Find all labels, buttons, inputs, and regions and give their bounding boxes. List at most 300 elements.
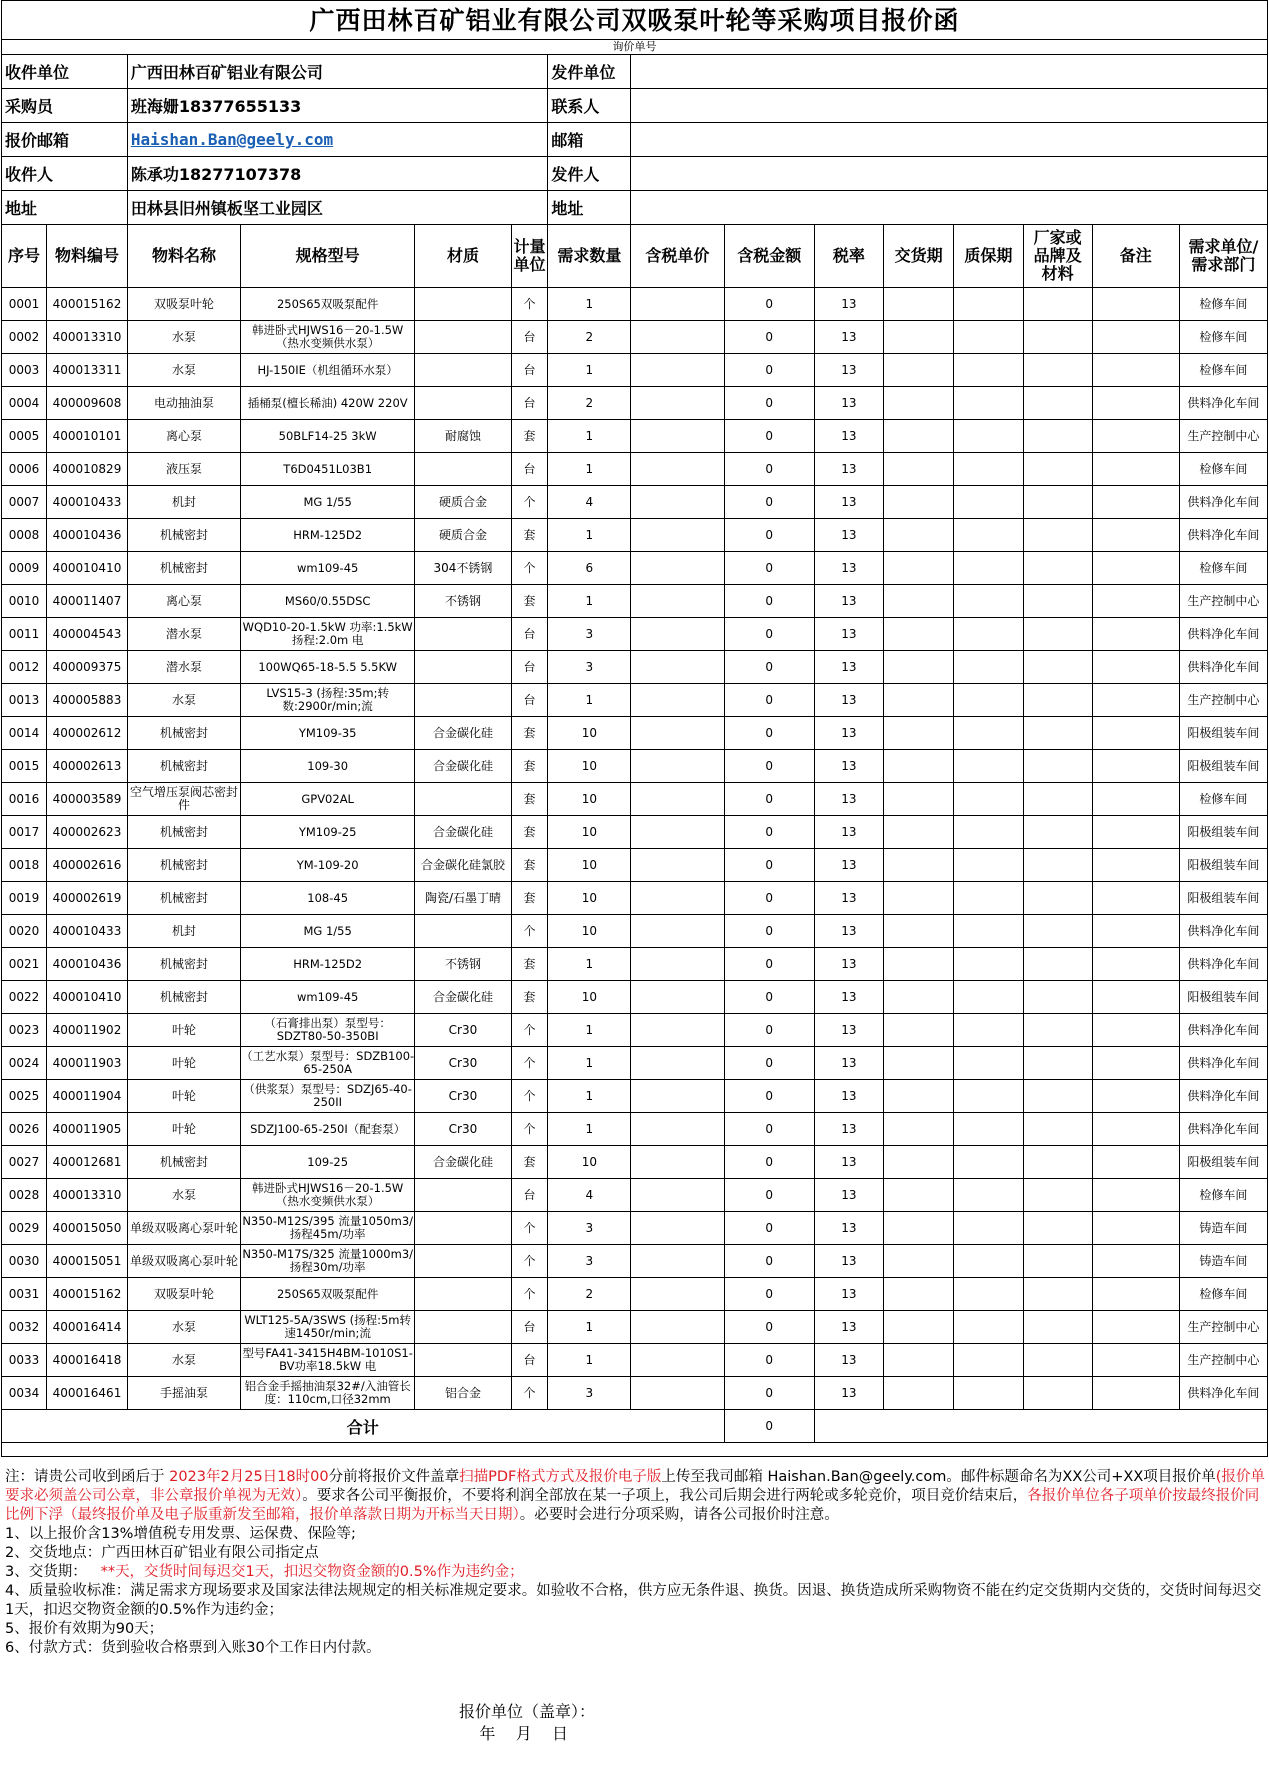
- table-cell[interactable]: [884, 1014, 954, 1047]
- table-cell[interactable]: [884, 651, 954, 684]
- table-cell[interactable]: [954, 354, 1023, 387]
- table-cell: 叶轮: [127, 1080, 240, 1113]
- table-cell: 10: [548, 1146, 631, 1179]
- notes-main: 注：请贵公司收到函后于 2023年2月25日18时00分前将报价文件盖章扫描PDF格式方式及报价电子版上传至我司邮箱 Haishan.Ban@geely.com。邮件标题命名为XX公司+XX项目报价单(报价单要求必须盖公司公章，非公章报价单视为无效）。要求各公司平衡报价，不要将利润全部放在某一子项上，我公司后期会进行两轮或多轮竞价，项目竞价结束后，各报价单位各子项单价按最终报价同比例下浮（最终报价单及电子版重新发至邮箱，报价单落款日期为开标当天日期）。必要时会进行分项采购，请各公司报价时注意。: [5, 1469, 1265, 1523]
- table-cell[interactable]: [1023, 1245, 1092, 1278]
- table-cell[interactable]: [631, 1311, 724, 1344]
- table-cell: 0024: [2, 1047, 47, 1080]
- table-cell[interactable]: [1023, 552, 1092, 585]
- page-title: 广西田林百矿铝业有限公司双吸泵叶轮等采购项目报价函: [1, 0, 1268, 39]
- table-cell[interactable]: [1023, 783, 1092, 816]
- table-cell[interactable]: [954, 1245, 1023, 1278]
- table-cell[interactable]: [884, 915, 954, 948]
- table-cell: 韩进卧式HJWS16－20-1.5W（热水变频供水泵）: [241, 321, 415, 354]
- table-cell: YM109-35: [241, 717, 415, 750]
- note-5: 5、报价有效期为90天；: [5, 1621, 164, 1637]
- table-cell: Cr30: [415, 1047, 511, 1080]
- table-cell: 供料净化车间: [1179, 915, 1267, 948]
- table-cell[interactable]: [631, 1014, 724, 1047]
- table-cell[interactable]: [954, 1278, 1023, 1311]
- column-header: 含税单价: [631, 225, 724, 288]
- table-cell: 13: [814, 882, 883, 915]
- table-cell: 0021: [2, 948, 47, 981]
- quotation-sheet: [1, 0, 1268, 1743]
- table-cell[interactable]: [1023, 1278, 1092, 1311]
- table-cell: 离心泵: [127, 420, 240, 453]
- table-cell[interactable]: [631, 486, 724, 519]
- table-cell[interactable]: [1023, 651, 1092, 684]
- table-cell: 10: [548, 783, 631, 816]
- info-input[interactable]: [631, 55, 1268, 89]
- table-cell[interactable]: [1092, 1278, 1179, 1311]
- table-cell[interactable]: [631, 915, 724, 948]
- table-cell[interactable]: [1023, 618, 1092, 651]
- table-cell[interactable]: [954, 420, 1023, 453]
- table-cell[interactable]: [1023, 1014, 1092, 1047]
- table-row: [2, 816, 1268, 849]
- table-row: [2, 1080, 1268, 1113]
- table-cell: 0031: [2, 1278, 47, 1311]
- table-cell[interactable]: [1023, 321, 1092, 354]
- table-cell: HJ-150IE（机组循环水泵）: [241, 354, 415, 387]
- table-cell[interactable]: [1092, 321, 1179, 354]
- table-cell[interactable]: [884, 420, 954, 453]
- table-cell: 0: [724, 486, 814, 519]
- table-cell: 套: [511, 420, 548, 453]
- table-cell[interactable]: [631, 783, 724, 816]
- blank-row: [2, 1443, 1268, 1457]
- table-cell[interactable]: [954, 849, 1023, 882]
- table-cell[interactable]: [631, 354, 724, 387]
- table-cell: 型号FA41-3415H4BM-1010S1-BV功率18.5kW 电: [241, 1344, 415, 1377]
- quotation-table: [1, 39, 1268, 1457]
- table-cell: 400010436: [47, 519, 128, 552]
- table-cell[interactable]: [1092, 1245, 1179, 1278]
- table-cell: 400010433: [47, 486, 128, 519]
- table-cell: 台: [511, 1179, 548, 1212]
- info-input[interactable]: [631, 157, 1268, 191]
- table-cell[interactable]: [631, 1245, 724, 1278]
- table-cell[interactable]: [1092, 1377, 1179, 1410]
- table-cell: 台: [511, 618, 548, 651]
- table-cell[interactable]: [631, 1179, 724, 1212]
- note-4: 4、质量验收标准：满足需求方现场要求及国家法律法规规定的相关标准规定要求。如验收不合格，供方应无条件退、换货。因退、换货造成所采购物资不能在约定交货期内交货的，交货时间每迟交1天，扣迟交物资金额的0.5%作为违约金；: [5, 1583, 1262, 1618]
- table-cell[interactable]: [1023, 717, 1092, 750]
- table-cell[interactable]: [1023, 1212, 1092, 1245]
- table-cell[interactable]: [954, 519, 1023, 552]
- table-cell[interactable]: [1023, 1113, 1092, 1146]
- table-cell[interactable]: [954, 1344, 1023, 1377]
- table-cell[interactable]: [1092, 882, 1179, 915]
- table-cell: 机械密封: [127, 750, 240, 783]
- table-cell[interactable]: [884, 1344, 954, 1377]
- table-cell: 双吸泵叶轮: [127, 1278, 240, 1311]
- table-cell[interactable]: [954, 453, 1023, 486]
- table-cell[interactable]: [631, 387, 724, 420]
- table-cell[interactable]: [884, 1377, 954, 1410]
- info-label: 采购员: [2, 89, 128, 123]
- table-cell: 个: [511, 552, 548, 585]
- table-cell[interactable]: [1023, 585, 1092, 618]
- table-cell[interactable]: [631, 1080, 724, 1113]
- table-cell: 0: [724, 981, 814, 1014]
- info-input[interactable]: [631, 191, 1268, 225]
- table-cell: 硬质合金: [415, 486, 511, 519]
- table-cell: 1: [548, 684, 631, 717]
- table-cell: 13: [814, 387, 883, 420]
- table-cell: 0: [724, 1080, 814, 1113]
- table-row: [2, 1179, 1268, 1212]
- table-cell[interactable]: [954, 1377, 1023, 1410]
- table-cell[interactable]: [1092, 915, 1179, 948]
- table-cell[interactable]: [1023, 288, 1092, 321]
- table-cell[interactable]: [1023, 981, 1092, 1014]
- table-cell[interactable]: [1023, 1311, 1092, 1344]
- table-cell: 检修车间: [1179, 453, 1267, 486]
- table-cell[interactable]: [1023, 1146, 1092, 1179]
- info-row: [2, 157, 1268, 191]
- table-cell: 水泵: [127, 1311, 240, 1344]
- table-cell[interactable]: [954, 783, 1023, 816]
- table-row: [2, 882, 1268, 915]
- total-label: 合计: [2, 1410, 725, 1443]
- table-cell[interactable]: [954, 618, 1023, 651]
- table-cell[interactable]: [884, 948, 954, 981]
- table-cell[interactable]: [1023, 882, 1092, 915]
- table-cell: 台: [511, 321, 548, 354]
- table-cell[interactable]: [631, 618, 724, 651]
- info-input[interactable]: [631, 123, 1268, 157]
- table-cell[interactable]: [1023, 420, 1092, 453]
- table-cell[interactable]: [884, 882, 954, 915]
- table-cell[interactable]: [884, 1113, 954, 1146]
- table-cell[interactable]: [884, 1278, 954, 1311]
- info-label: 邮箱: [548, 123, 631, 157]
- table-cell[interactable]: [631, 816, 724, 849]
- table-cell[interactable]: [1092, 1113, 1179, 1146]
- table-cell[interactable]: [631, 453, 724, 486]
- table-cell[interactable]: [954, 1212, 1023, 1245]
- table-cell: 0: [724, 816, 814, 849]
- note-3: 3、交货期： **天，交货时间每迟交1天，扣迟交物资金额的0.5%作为违约金；: [5, 1564, 524, 1580]
- table-cell: 0: [724, 651, 814, 684]
- table-cell[interactable]: [1023, 1377, 1092, 1410]
- table-cell[interactable]: [1092, 354, 1179, 387]
- table-cell[interactable]: [1023, 948, 1092, 981]
- table-cell[interactable]: [954, 321, 1023, 354]
- table-cell[interactable]: [884, 585, 954, 618]
- table-cell: 400011902: [47, 1014, 128, 1047]
- table-cell: 空气增压泵阀芯密封件: [127, 783, 240, 816]
- table-cell: 13: [814, 783, 883, 816]
- table-cell[interactable]: [1023, 1344, 1092, 1377]
- table-header: [2, 225, 1268, 288]
- table-cell[interactable]: [954, 915, 1023, 948]
- table-cell[interactable]: [631, 1212, 724, 1245]
- table-cell: 水泵: [127, 684, 240, 717]
- table-cell: 供料净化车间: [1179, 1113, 1267, 1146]
- table-cell: 13: [814, 486, 883, 519]
- table-cell[interactable]: [954, 882, 1023, 915]
- table-cell[interactable]: [954, 651, 1023, 684]
- table-cell[interactable]: [954, 1047, 1023, 1080]
- table-cell: 1: [548, 519, 631, 552]
- table-cell: 0: [724, 783, 814, 816]
- table-cell: 10: [548, 882, 631, 915]
- table-cell: 合金碳化硅: [415, 750, 511, 783]
- info-input[interactable]: [631, 89, 1268, 123]
- table-cell[interactable]: [1092, 1014, 1179, 1047]
- table-cell[interactable]: [1092, 1047, 1179, 1080]
- note-6: 6、付款方式：货到验收合格票到入账30个工作日内付款。: [5, 1640, 381, 1656]
- note-1: 1、以上报价含13%增值税专用发票、运保费、保险等;: [5, 1526, 356, 1542]
- table-cell: 检修车间: [1179, 783, 1267, 816]
- table-cell: 个: [511, 1377, 548, 1410]
- table-cell: 400009375: [47, 651, 128, 684]
- table-cell[interactable]: [884, 1179, 954, 1212]
- table-cell[interactable]: [884, 552, 954, 585]
- table-cell: [415, 354, 511, 387]
- table-cell[interactable]: [954, 1311, 1023, 1344]
- table-cell[interactable]: [631, 981, 724, 1014]
- table-cell[interactable]: [954, 288, 1023, 321]
- table-cell: HRM-125D2: [241, 948, 415, 981]
- table-cell: 0013: [2, 684, 47, 717]
- table-cell: 13: [814, 585, 883, 618]
- table-cell: 叶轮: [127, 1014, 240, 1047]
- table-row: [2, 1278, 1268, 1311]
- table-cell[interactable]: [884, 717, 954, 750]
- table-cell: 供料净化车间: [1179, 387, 1267, 420]
- table-cell: WQD10-20-1.5kW 功率:1.5kW 扬程:2.0m 电: [241, 618, 415, 651]
- table-cell[interactable]: [884, 1212, 954, 1245]
- table-cell[interactable]: [884, 354, 954, 387]
- table-cell[interactable]: [884, 684, 954, 717]
- table-cell[interactable]: [1092, 585, 1179, 618]
- table-cell[interactable]: [1092, 750, 1179, 783]
- table-cell: 0: [724, 354, 814, 387]
- table-cell[interactable]: [1092, 519, 1179, 552]
- table-cell[interactable]: [1092, 1212, 1179, 1245]
- table-cell: 250S65双吸泵配件: [241, 288, 415, 321]
- table-cell[interactable]: [1023, 915, 1092, 948]
- table-cell[interactable]: [954, 1014, 1023, 1047]
- table-row: [2, 717, 1268, 750]
- table-cell: 13: [814, 750, 883, 783]
- table-cell[interactable]: [954, 552, 1023, 585]
- table-cell[interactable]: [631, 684, 724, 717]
- table-cell[interactable]: [884, 1245, 954, 1278]
- table-row: [2, 486, 1268, 519]
- table-cell: 400010410: [47, 981, 128, 1014]
- table-cell[interactable]: [1092, 717, 1179, 750]
- table-cell: 400010436: [47, 948, 128, 981]
- table-cell[interactable]: [631, 651, 724, 684]
- table-cell[interactable]: [1092, 552, 1179, 585]
- table-cell[interactable]: [1092, 1179, 1179, 1212]
- email-link[interactable]: Haishan.Ban@geely.com: [127, 123, 548, 157]
- table-cell[interactable]: [1023, 387, 1092, 420]
- table-cell: YM109-25: [241, 816, 415, 849]
- table-cell[interactable]: [1092, 1344, 1179, 1377]
- signature-unit: 报价单位（盖章）：: [459, 1702, 596, 1721]
- table-cell[interactable]: [1023, 1080, 1092, 1113]
- table-cell[interactable]: [1092, 618, 1179, 651]
- table-cell[interactable]: [1023, 1179, 1092, 1212]
- table-cell: 1: [548, 1080, 631, 1113]
- table-cell: 10: [548, 750, 631, 783]
- table-cell[interactable]: [1092, 948, 1179, 981]
- column-header: 需求单位/ 需求部门: [1179, 225, 1267, 288]
- table-cell[interactable]: [954, 585, 1023, 618]
- table-cell[interactable]: [884, 321, 954, 354]
- table-cell[interactable]: [954, 1113, 1023, 1146]
- table-cell[interactable]: [884, 618, 954, 651]
- table-cell: 0018: [2, 849, 47, 882]
- table-cell[interactable]: [1092, 1146, 1179, 1179]
- table-cell: 0005: [2, 420, 47, 453]
- table-cell[interactable]: [631, 519, 724, 552]
- table-cell[interactable]: [954, 387, 1023, 420]
- table-cell[interactable]: [1092, 486, 1179, 519]
- table-cell[interactable]: [1092, 816, 1179, 849]
- table-cell[interactable]: [1092, 288, 1179, 321]
- info-row: [2, 123, 1268, 157]
- table-cell[interactable]: [1023, 750, 1092, 783]
- table-cell[interactable]: [631, 1113, 724, 1146]
- table-cell[interactable]: [1092, 684, 1179, 717]
- table-cell[interactable]: [954, 981, 1023, 1014]
- table-cell: 2: [548, 321, 631, 354]
- table-cell[interactable]: [884, 783, 954, 816]
- table-cell[interactable]: [631, 420, 724, 453]
- table-cell: 3: [548, 618, 631, 651]
- table-cell[interactable]: [884, 519, 954, 552]
- table-cell[interactable]: [884, 1047, 954, 1080]
- table-cell: 2: [548, 1278, 631, 1311]
- table-cell: 0017: [2, 816, 47, 849]
- table-cell[interactable]: [1092, 453, 1179, 486]
- table-cell[interactable]: [954, 486, 1023, 519]
- table-cell: 400015162: [47, 288, 128, 321]
- table-cell: [415, 453, 511, 486]
- table-cell[interactable]: [954, 1080, 1023, 1113]
- table-cell[interactable]: [1023, 486, 1092, 519]
- table-cell: 0014: [2, 717, 47, 750]
- table-cell[interactable]: [631, 717, 724, 750]
- table-cell[interactable]: [631, 750, 724, 783]
- table-cell[interactable]: [954, 948, 1023, 981]
- total-value: 0: [724, 1410, 814, 1443]
- info-label: 报价邮箱: [2, 123, 128, 157]
- table-row: [2, 420, 1268, 453]
- column-header: 需求数量: [548, 225, 631, 288]
- table-cell[interactable]: [1023, 849, 1092, 882]
- table-cell[interactable]: [884, 849, 954, 882]
- table-cell[interactable]: [1023, 453, 1092, 486]
- table-cell: 检修车间: [1179, 1278, 1267, 1311]
- table-cell[interactable]: [631, 948, 724, 981]
- table-cell[interactable]: [884, 1311, 954, 1344]
- table-cell[interactable]: [1092, 1311, 1179, 1344]
- table-cell[interactable]: [884, 750, 954, 783]
- table-cell[interactable]: [1023, 519, 1092, 552]
- table-cell[interactable]: [1023, 1047, 1092, 1080]
- table-cell[interactable]: [954, 750, 1023, 783]
- table-cell[interactable]: [1092, 387, 1179, 420]
- table-cell: 0011: [2, 618, 47, 651]
- info-label: 发件人: [548, 157, 631, 191]
- info-value: 田林县旧州镇板坚工业园区: [127, 191, 548, 225]
- table-row: [2, 354, 1268, 387]
- table-cell[interactable]: [631, 849, 724, 882]
- table-row: [2, 321, 1268, 354]
- table-cell[interactable]: [1092, 981, 1179, 1014]
- table-cell[interactable]: [631, 1278, 724, 1311]
- table-cell[interactable]: [1092, 420, 1179, 453]
- table-cell: 0: [724, 1047, 814, 1080]
- table-cell[interactable]: [1092, 849, 1179, 882]
- table-cell[interactable]: [631, 882, 724, 915]
- table-cell[interactable]: [884, 387, 954, 420]
- table-cell: 13: [814, 1377, 883, 1410]
- table-cell: 400013311: [47, 354, 128, 387]
- table-cell[interactable]: [954, 717, 1023, 750]
- table-cell[interactable]: [1023, 816, 1092, 849]
- table-cell[interactable]: [631, 552, 724, 585]
- table-cell[interactable]: [884, 1080, 954, 1113]
- info-label: 收件人: [2, 157, 128, 191]
- table-cell[interactable]: [954, 1146, 1023, 1179]
- table-cell[interactable]: [884, 288, 954, 321]
- table-cell[interactable]: [884, 981, 954, 1014]
- table-cell[interactable]: [631, 1344, 724, 1377]
- table-cell[interactable]: [884, 816, 954, 849]
- table-cell: 液压泵: [127, 453, 240, 486]
- column-header: 税率: [814, 225, 883, 288]
- info-label: 收件单位: [2, 55, 128, 89]
- table-cell[interactable]: [884, 486, 954, 519]
- table-cell[interactable]: [1092, 651, 1179, 684]
- table-cell: 13: [814, 948, 883, 981]
- table-cell: 400010410: [47, 552, 128, 585]
- table-cell[interactable]: [631, 1377, 724, 1410]
- table-cell: 0: [724, 552, 814, 585]
- table-cell: 0034: [2, 1377, 47, 1410]
- table-cell[interactable]: [954, 1179, 1023, 1212]
- table-cell[interactable]: [631, 1146, 724, 1179]
- table-cell: 400002619: [47, 882, 128, 915]
- table-cell: 400011904: [47, 1080, 128, 1113]
- table-cell: 生产控制中心: [1179, 585, 1267, 618]
- table-cell[interactable]: [884, 1146, 954, 1179]
- table-cell: 潜水泵: [127, 618, 240, 651]
- table-cell[interactable]: [631, 321, 724, 354]
- table-cell[interactable]: [1023, 684, 1092, 717]
- table-cell: 个: [511, 1113, 548, 1146]
- table-cell[interactable]: [954, 816, 1023, 849]
- table-cell[interactable]: [1023, 354, 1092, 387]
- inquiry-row: [2, 40, 1268, 55]
- table-cell[interactable]: [631, 1047, 724, 1080]
- table-cell[interactable]: [631, 585, 724, 618]
- table-cell[interactable]: [1092, 783, 1179, 816]
- table-cell: 1: [548, 453, 631, 486]
- table-cell[interactable]: [631, 288, 724, 321]
- table-cell[interactable]: [1092, 1080, 1179, 1113]
- table-cell[interactable]: [884, 453, 954, 486]
- table-cell[interactable]: [954, 684, 1023, 717]
